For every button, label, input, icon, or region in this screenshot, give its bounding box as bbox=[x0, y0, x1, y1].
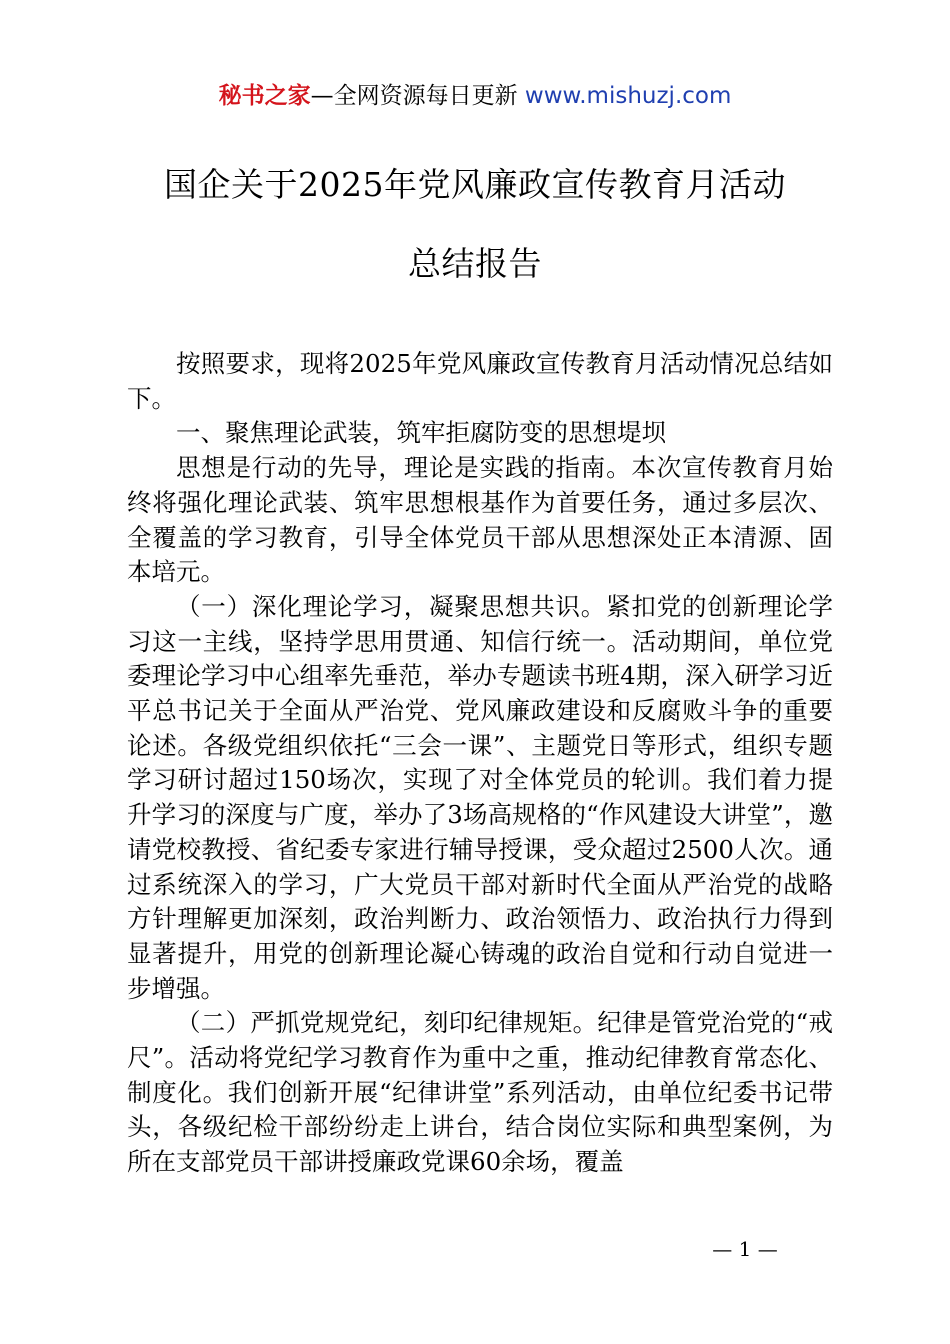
title-line-2: 总结报告 bbox=[408, 244, 542, 283]
paragraph-3: （二）严抓党规党纪，刻印纪律规矩。纪律是管党治党的“戒尺”。活动将党纪学习教育作为重中之重，推动纪律教育常态化、制度化。我们创新开展“纪律讲堂”系列活动，由单位纪委书记带头，各级纪检干部纷纷走上讲台，结合岗位实际和典型案例，为所在支部党员干部讲授廉政党课60余场，覆盖 bbox=[127, 1008, 833, 1177]
document-body bbox=[127, 347, 833, 1180]
title-line-1: 国企关于2025年党风廉政宣传教育月活动 bbox=[164, 165, 786, 204]
site-header bbox=[0, 80, 950, 112]
paragraph-2: （一）深化理论学习，凝聚思想共识。紧扣党的创新理论学习这一主线，坚持学思用贯通、知信行统一。活动期间，单位党委理论学习中心组率先垂范，举办专题读书班4期，深入研学习近平总书记关于全面从严治党、党风廉政建设和反腐败斗争的重要论述。各级党组织依托“三会一课”、主题党日等形式，组织专题学习研讨超过150场次，实现了对全体党员的轮训。我们着力提升学习的深度与广度，举办了3场高规格的“作风建设大讲堂”，邀请党校教授、省纪委专家进行辅导授课，受众超过2500人次。通过系统深入的学习，广大党员干部对新时代全面从严治党的战略方针理解更加深刻，政治判断力、政治领悟力、政治执行力得到显著提升，用党的创新理论凝心铸魂的政治自觉和行动自觉进一步增强。 bbox=[127, 591, 833, 1003]
site-url-link[interactable]: www.mishuzj.com bbox=[524, 83, 732, 109]
paragraph-1: 思想是行动的先导，理论是实践的指南。本次宣传教育月始终将强化理论武装、筑牢思想根基作为首要任务，通过多层次、全覆盖的学习教育，引导全体党员干部从思想深处正本清源、固本培元。 bbox=[127, 453, 833, 587]
section-heading-1: 一、聚焦理论武装，筑牢拒腐防变的思想堤坝 bbox=[176, 418, 666, 448]
document-title bbox=[90, 158, 860, 316]
header-tagline: —全网资源每日更新 bbox=[310, 83, 518, 109]
brand-name: 秘书之家 bbox=[218, 83, 311, 109]
paragraph-intro: 按照要求，现将2025年党风廉政宣传教育月活动情况总结如下。 bbox=[127, 349, 833, 413]
page-number: — 1 — bbox=[712, 1237, 778, 1261]
